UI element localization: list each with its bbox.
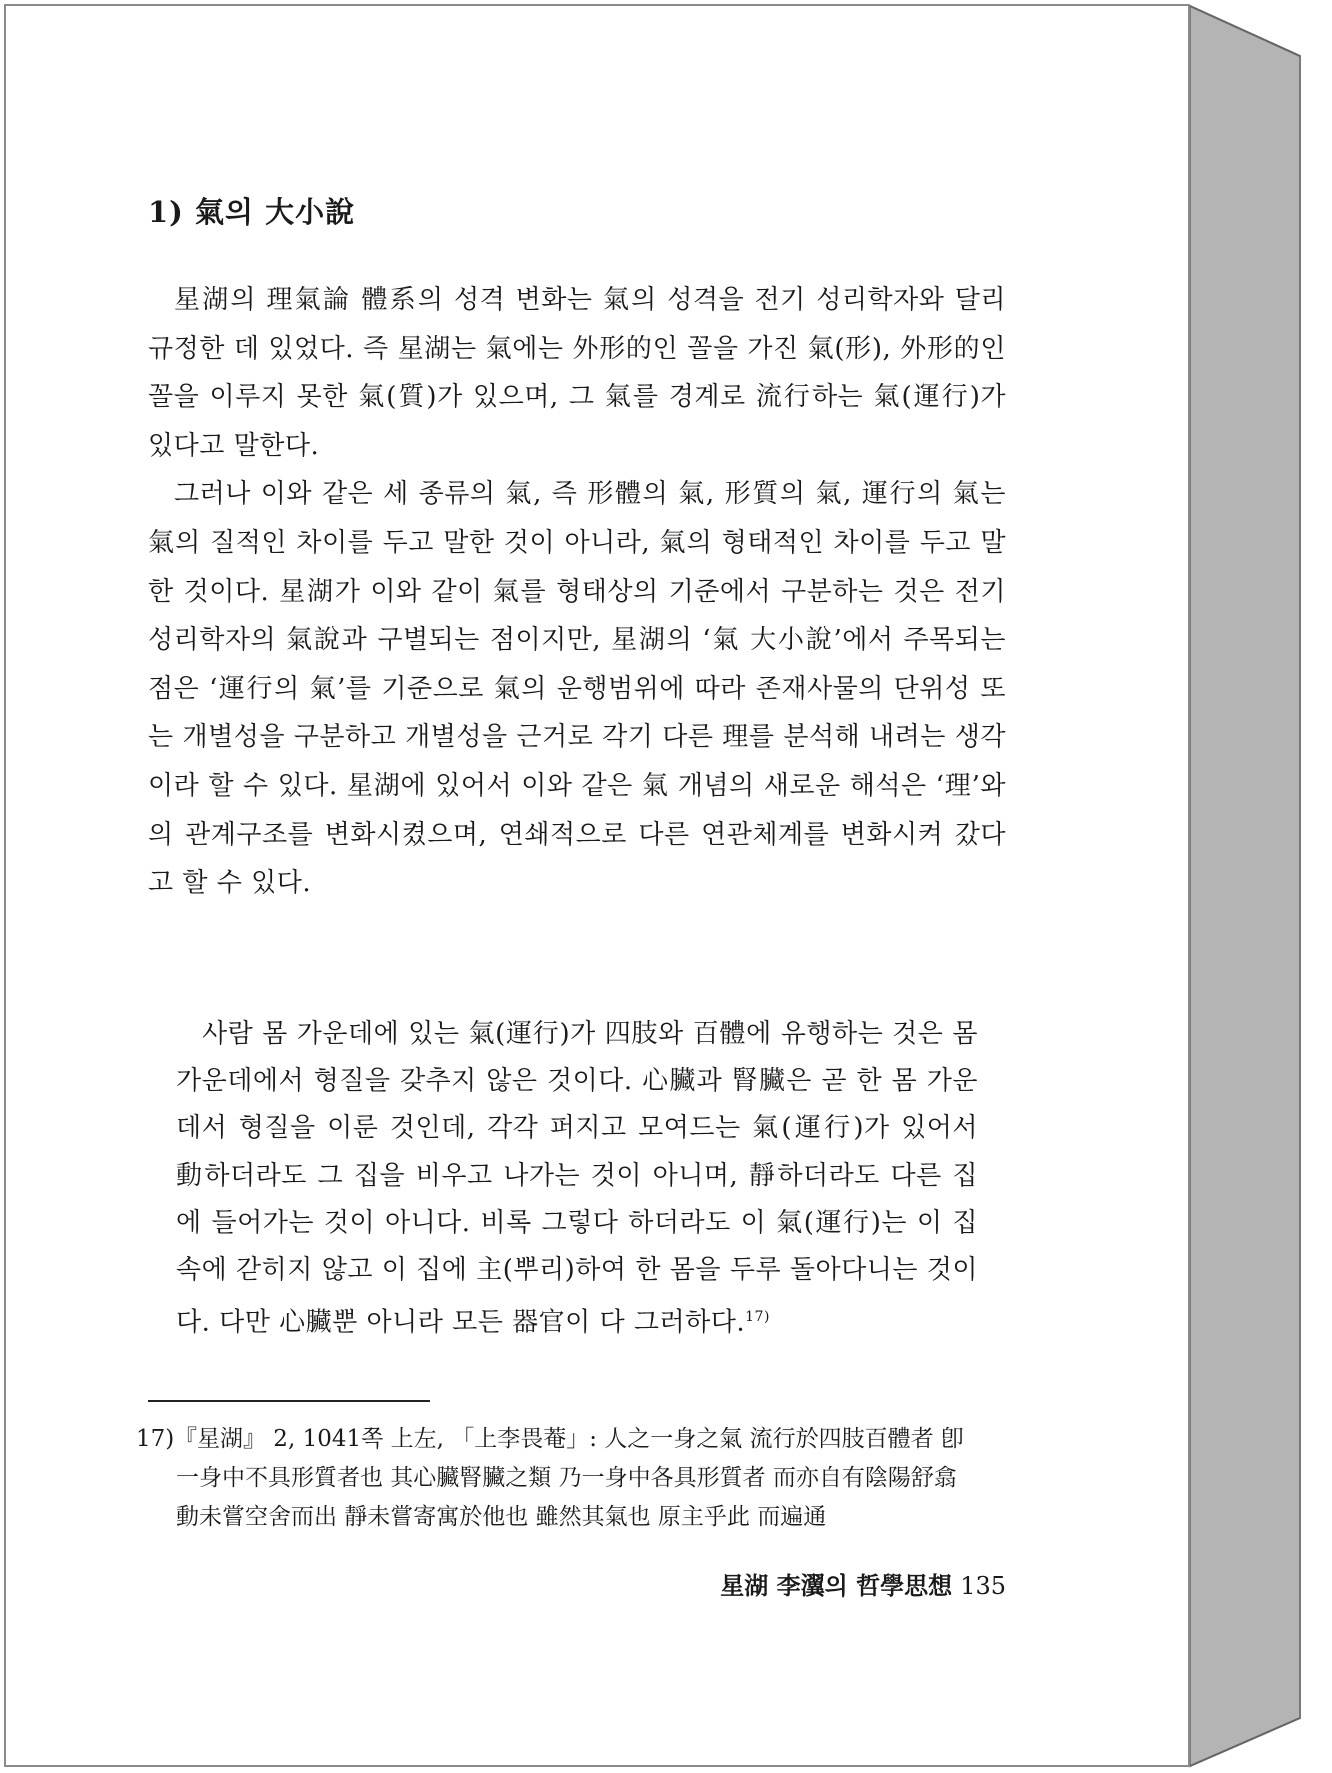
footnote [136,1420,978,1537]
page-content [148,190,1006,908]
running-title: 星湖 李瀷의 哲學思想 [720,1571,953,1600]
running-footer [680,1566,1006,1601]
footnote-divider [148,1400,430,1402]
footnote-reference[interactable]: 17) [745,1309,770,1326]
section-title: 1) 氣의 大小說 [148,195,356,229]
block-quote [176,1011,978,1347]
page-number: 135 [960,1572,1006,1600]
block-quote-text: 사람 몸 가운데에 있는 氣(運行)가 四肢와 百體에 유행하는 것은 몸 가운데에서 형질을 갖추지 않은 것이다. 心臟과 腎臟은 곧 한 몸 가운데서 형질을 이룬 것인데, 각각 퍼지고 모여드는 氣(運行)가 있어서 動하더라도 그 집을 비우고 나가는 것이 아니며, 靜하더라도 다른 집에 들어가는 것이 아니다. 비록 그렇다 하더라도 이 氣(運行)는 이 집 속에 갇히지 않고 이 집에 主(뿌리)하여 한 몸을 두루 돌아다니는 것이다. 다만 心臟뿐 아니라 모든 器官이 다 그러하다. [176,1019,978,1338]
body-paragraph: 그러나 이와 같은 세 종류의 氣, 즉 形體의 氣, 形質의 氣, 運行의 氣는 氣의 질적인 차이를 두고 말한 것이 아니라, 氣의 형태적인 차이를 두고 말한 것이다. 星湖가 이와 같이 氣를 형태상의 기준에서 구분하는 것은 전기 성리학자의 氣說과 구별되는 점이지만, 星湖의 ‘氣 大小說’에서 주목되는 점은 ‘運行의 氣’를 기준으로 氣의 운행범위에 따라 존재사물의 단위성 또는 개별성을 구분하고 개별성을 근거로 각기 다른 理를 분석해 내려는 생각이라 할 수 있다. 星湖에 있어서 이와 같은 氣 개념의 새로운 해석은 ‘理’와의 관계구조를 변화시켰으며, 연쇄적으로 다른 연관체계를 변화시켜 갔다고 할 수 있다. [148,479,1006,899]
footnote-number: 17) [136,1426,175,1452]
body-paragraph: 星湖의 理氣論 體系의 성격 변화는 氣의 성격을 전기 성리학자와 달리 규정한 데 있었다. 즉 星湖는 氣에는 外形的인 꼴을 가진 氣(形), 外形的인 꼴을 이루지 못한 氣(質)가 있으며, 그 氣를 경계로 流行하는 氣(運行)가 있다고 말한다. [148,285,1006,461]
footnote-text: 『星湖』 2, 1041쪽 上左, 「上李畏菴」: 人之一身之氣 流行於四肢百體者 卽一身中不具形質者也 其心臟腎臟之類 乃一身中各具形質者 而亦自有陰陽舒翕 動未嘗空舍而出 靜未嘗寄寓於他也 雖然其氣也 原主乎此 而遍通 [174,1426,964,1530]
